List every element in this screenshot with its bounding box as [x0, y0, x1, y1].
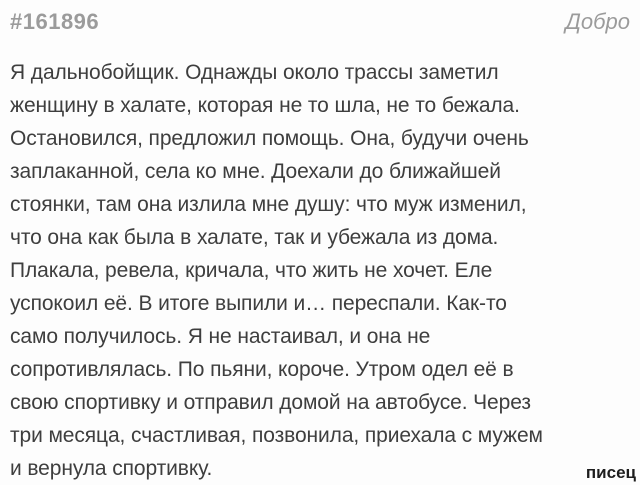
footer-watermark: писец: [585, 463, 636, 482]
story-line: успокоил её. В итоге выпили и… переспали. Как-то: [10, 292, 507, 315]
story-line: само получилось. Я не настаивал, и она не: [10, 325, 431, 348]
site-watermark: Добро: [565, 9, 630, 34]
story-line: свою спортивку и отправил домой на автобусе. Через: [10, 391, 531, 414]
story-line: Плакала, ревела, кричала, что жить не хочет. Еле: [10, 259, 493, 282]
story-line: женщину в халате, которая не то шла, не то бежала.: [10, 94, 520, 117]
post-header: [0, 0, 640, 35]
story-line: три месяца, счастливая, позвонила, приехала с мужем: [10, 424, 543, 447]
story-line: и вернула спортивку.: [10, 457, 213, 480]
post-id: #161896: [10, 9, 100, 34]
story-line: Я дальнобойщик. Однажды около трассы заметил: [10, 61, 499, 84]
story-text: [0, 56, 640, 485]
story-line: Остановился, предложил помощь. Она, будучи очень: [10, 127, 529, 150]
story-line: что она как была в халате, так и убежала из дома.: [10, 226, 499, 249]
story-line: заплаканной, села ко мне. Доехали до ближайшей: [10, 160, 501, 183]
story-line: сопротивлялась. По пьяни, короче. Утром одел её в: [10, 358, 514, 381]
story-line: стоянки, там она излила мне душу: что муж изменил,: [10, 193, 527, 216]
